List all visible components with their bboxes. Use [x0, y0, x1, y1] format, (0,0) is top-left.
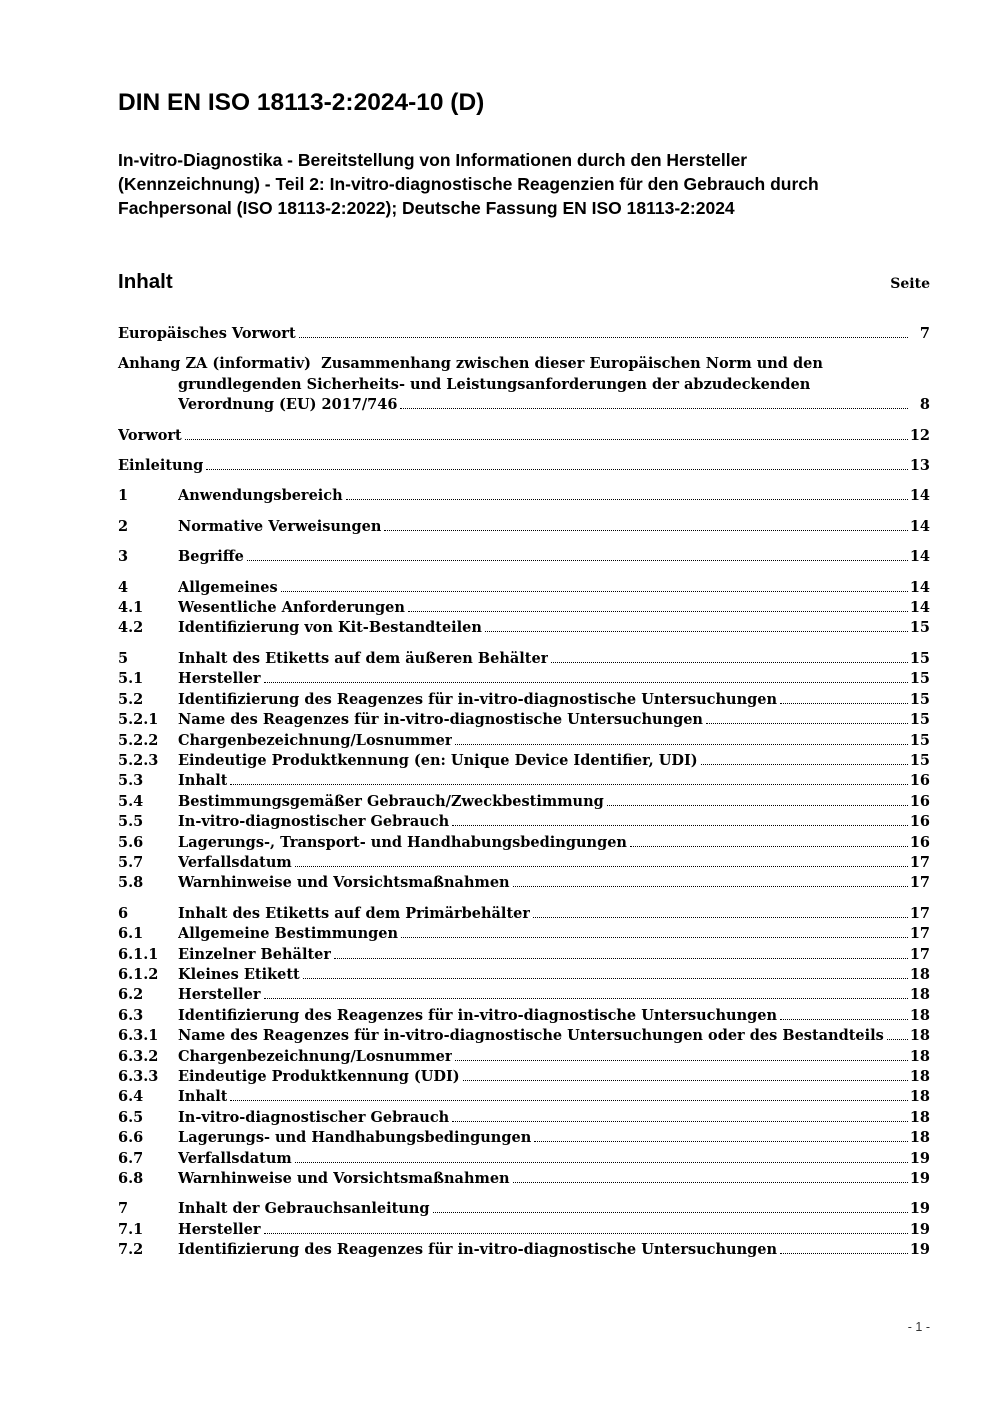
toc-entry-title: Chargenbezeichnung/Losnummer: [178, 1047, 453, 1065]
toc-entry-page: 18: [909, 1129, 930, 1147]
toc-leader-dots: [264, 998, 908, 999]
toc-entry-line: [118, 517, 930, 537]
toc-leader-dots: [230, 784, 907, 785]
toc-entry-title: Inhalt des Etiketts auf dem Primärbehälter: [178, 904, 531, 922]
toc-entry-title: Vorwort: [118, 426, 182, 444]
toc-entry-page: 7: [919, 325, 930, 342]
toc-entry-title: Hersteller: [178, 670, 261, 688]
toc-leader-dots: [303, 978, 908, 979]
doc-title: [118, 148, 930, 220]
toc-entry-page: 18: [909, 1088, 930, 1106]
toc-entry: [118, 649, 930, 669]
toc-entry-page: 14: [909, 517, 930, 535]
toc-entry: [118, 669, 930, 689]
toc-entry-page: 13: [909, 457, 930, 475]
toc-entry-page: 17: [909, 853, 930, 871]
toc-entry: [118, 456, 930, 476]
toc-list: [118, 324, 930, 1261]
toc-entry-line: [118, 690, 930, 710]
toc-entry-page: 19: [909, 1241, 930, 1259]
toc-entry-page: 12: [909, 426, 930, 444]
toc-entry-title: In-vitro-diagnostischer Gebrauch: [178, 813, 450, 831]
toc-entry-line: [118, 904, 930, 924]
toc-entry: [118, 1108, 930, 1128]
toc-leader-dots: [701, 764, 908, 765]
toc-entry-line: [118, 1199, 930, 1219]
toc-entry-line: [118, 426, 930, 446]
toc-entry-title: Eindeutige Produktkennung (en: Unique Device Identifier, UDI): [178, 751, 698, 769]
toc-entry-page: 14: [909, 578, 930, 596]
toc-leader-dots: [384, 530, 907, 531]
toc-entry-number: 4.2: [118, 619, 144, 637]
toc-entry-number: 5.7: [118, 853, 144, 871]
toc-entry-title: Identifizierung des Reagenzes für in-vitro-diagnostische Untersuchungen: [178, 690, 778, 708]
toc-entry-line: [118, 710, 930, 730]
toc-entry-page: 18: [909, 1027, 930, 1045]
toc-entry-line: [118, 669, 930, 689]
toc-leader-dots: [247, 560, 908, 561]
toc-entry-title: Allgemeines: [178, 578, 278, 596]
toc-entry-line: [118, 833, 930, 853]
toc-entry: [118, 1047, 930, 1067]
toc-entry-number: 5.1: [118, 670, 144, 688]
toc-entry-title: Verordnung (EU) 2017/746: [178, 396, 398, 414]
toc-entry-number: 6.2: [118, 986, 144, 1004]
toc-leader-dots: [485, 631, 908, 632]
toc-entry-number: 4.1: [118, 599, 144, 617]
toc-entry-line: [118, 751, 930, 771]
toc-entry-page: 17: [909, 904, 930, 922]
toc-leader-dots: [299, 337, 908, 338]
toc-leader-dots: [452, 825, 908, 826]
toc-entry-number: 6: [118, 904, 129, 922]
toc-entry-page: 19: [909, 1170, 930, 1188]
toc-entry: [118, 1240, 930, 1260]
toc-entry-page: 16: [909, 833, 930, 851]
toc-entry: [118, 812, 930, 832]
toc-entry: [118, 1006, 930, 1026]
toc-entry-line: [118, 924, 930, 944]
toc-entry-line: [118, 395, 930, 415]
toc-entry-number: 6.6: [118, 1129, 144, 1147]
toc-entry: [118, 792, 930, 812]
toc-entry: [118, 853, 930, 873]
toc-entry-number: 5.3: [118, 772, 144, 790]
toc-leader-dots: [780, 1019, 908, 1020]
toc-entry-title: Identifizierung von Kit-Bestandteilen: [178, 619, 482, 637]
toc-leader-dots: [607, 805, 908, 806]
toc-entry-title: Normative Verweisungen: [178, 517, 382, 535]
toc-entry-line: [118, 853, 930, 873]
doc-title-line: (Kennzeichnung) - Teil 2: In-vitro-diagnostische Reagenzien für den Gebrauch durch: [118, 174, 819, 194]
toc-entry-number: 1: [118, 487, 129, 505]
toc-leader-dots: [295, 866, 908, 867]
toc-entry: [118, 873, 930, 893]
toc-leader-dots: [206, 469, 908, 470]
toc-entry-number: 2: [118, 517, 129, 535]
toc-entry-title: In-vitro-diagnostischer Gebrauch: [178, 1108, 450, 1126]
toc-entry-page: 18: [909, 1047, 930, 1065]
toc-entry-title: Lagerungs- und Handhabungsbedingungen: [178, 1129, 532, 1147]
toc-entry-title: Inhalt: [178, 772, 228, 790]
toc-entry-page: 15: [909, 670, 930, 688]
toc-entry-title: Einleitung: [118, 457, 204, 475]
toc-entry-page: 17: [909, 945, 930, 963]
toc-entry-line: [118, 1149, 930, 1169]
toc-entry-line: [118, 1240, 930, 1260]
toc-entry-line: [118, 456, 930, 476]
toc-leader-dots: [630, 846, 908, 847]
toc-entry-number: 5.4: [118, 792, 144, 810]
toc-entry: [118, 1026, 930, 1046]
toc-entry-line: [118, 1108, 930, 1128]
toc-entry-number: 5: [118, 649, 129, 667]
toc-entry-page: 17: [909, 874, 930, 892]
toc-entry-number: 6.1: [118, 925, 144, 943]
toc-leader-dots: [433, 1212, 908, 1213]
toc-leader-dots: [452, 1121, 908, 1122]
toc-entry: [118, 731, 930, 751]
toc-entry: [118, 1067, 930, 1087]
toc-entry-title: Wesentliche Anforderungen: [178, 599, 405, 617]
toc-entry-title: Europäisches Vorwort: [118, 325, 296, 342]
toc-leader-dots: [706, 723, 908, 724]
toc-entry-number: 6.1.1: [118, 945, 159, 963]
toc-entry-number: 4: [118, 578, 129, 596]
toc-entry: [118, 1149, 930, 1169]
toc-entry-number: 6.7: [118, 1149, 144, 1167]
toc-entry: [118, 985, 930, 1005]
toc-leader-dots: [230, 1100, 907, 1101]
toc-entry-page: 18: [909, 1006, 930, 1024]
toc-leader-dots: [534, 1141, 908, 1142]
toc-entry-number: 5.8: [118, 874, 144, 892]
toc-entry-page: 18: [909, 965, 930, 983]
toc-entry-title: Identifizierung des Reagenzes für in-vitro-diagnostische Untersuchungen: [178, 1241, 778, 1259]
toc-entry-line: [118, 324, 930, 344]
toc-leader-dots: [401, 937, 908, 938]
toc-entry-line: [118, 812, 930, 832]
toc-entry-line: [118, 618, 930, 638]
toc-entry-title: Hersteller: [178, 986, 261, 1004]
toc-heading: Inhalt: [118, 270, 173, 293]
toc-entry: [118, 1087, 930, 1107]
toc-entry-page: 16: [909, 792, 930, 810]
toc-entry-line: [118, 1128, 930, 1148]
toc-entry-title: Allgemeine Bestimmungen: [178, 925, 399, 943]
toc-entry: [118, 426, 930, 446]
toc-entry: [118, 1199, 930, 1219]
toc-entry-title: Warnhinweise und Vorsichtsmaßnahmen: [178, 1170, 510, 1188]
toc-leader-dots: [887, 1039, 908, 1040]
toc-entry-number: 6.3.2: [118, 1047, 159, 1065]
toc-entry-line: [118, 1067, 930, 1087]
toc-entry-page: 15: [909, 649, 930, 667]
toc-entry: [118, 598, 930, 618]
toc-leader-dots: [455, 1060, 907, 1061]
toc-entry-title: Inhalt des Etiketts auf dem äußeren Behälter: [178, 649, 549, 667]
toc-leader-dots: [346, 499, 908, 500]
toc-entry-title: Lagerungs-, Transport- und Handhabungsbedingungen: [178, 833, 627, 851]
toc-entry-page: 15: [909, 731, 930, 749]
toc-leader-dots: [264, 682, 908, 683]
toc-entry-line: [118, 945, 930, 965]
toc-entry-title: Hersteller: [178, 1220, 261, 1238]
toc-entry-title: Anwendungsbereich: [178, 487, 343, 505]
toc-leader-dots: [551, 662, 907, 663]
toc-entry-page: 19: [909, 1200, 930, 1218]
toc-entry-line: [118, 873, 930, 893]
toc-entry-page: 18: [909, 1068, 930, 1085]
toc-entry: [118, 578, 930, 598]
toc-leader-dots: [408, 611, 908, 612]
toc-entry-text: grundlegenden Sicherheits- und Leistungsanforderungen der abzudeckenden: [178, 375, 811, 393]
toc-entry: [118, 945, 930, 965]
toc-entry-title: Verfallsdatum: [178, 853, 292, 871]
toc-entry-page: 18: [909, 986, 930, 1004]
toc-entry-line: [118, 771, 930, 791]
toc-entry: [118, 1128, 930, 1148]
toc-entry-line: [118, 792, 930, 812]
toc-leader-dots: [295, 1162, 908, 1163]
toc-entry-line: [118, 965, 930, 985]
toc-entry-number: 6.3.3: [118, 1068, 159, 1085]
toc-entry-number: 6.5: [118, 1108, 144, 1126]
toc-entry-title: Warnhinweise und Vorsichtsmaßnahmen: [178, 874, 510, 892]
toc-entry-page: 18: [909, 1108, 930, 1126]
toc-entry-number: 6.3.1: [118, 1027, 159, 1045]
toc-leader-dots: [513, 886, 908, 887]
toc-leader-dots: [400, 408, 908, 409]
toc-entry-title: Inhalt: [178, 1088, 228, 1106]
toc-entry-line: [118, 985, 930, 1005]
toc-entry-line: [118, 547, 930, 567]
toc-entry-page: 14: [909, 548, 930, 566]
toc-entry-page: 15: [909, 751, 930, 769]
toc-entry-number: 6.8: [118, 1170, 144, 1188]
toc-entry-title: Verfallsdatum: [178, 1149, 292, 1167]
toc-page-column-label: Seite: [890, 276, 930, 292]
toc-leader-dots: [780, 1253, 908, 1254]
toc-entry-title: Name des Reagenzes für in-vitro-diagnostische Untersuchungen oder des Bestandteils: [178, 1027, 884, 1045]
toc-entry-line: [118, 1006, 930, 1026]
toc-entry: [118, 690, 930, 710]
toc-entry-line: [118, 1220, 930, 1240]
toc-entry-title: Kleines Etikett: [178, 965, 300, 983]
toc-entry-number: 5.2.2: [118, 731, 159, 749]
toc-entry-page: 14: [909, 487, 930, 505]
toc-entry: [118, 547, 930, 567]
toc-entry-line: [118, 1026, 930, 1046]
toc-entry: [118, 965, 930, 985]
toc-entry-number: 3: [118, 548, 129, 566]
toc-entry-title: Begriffe: [178, 548, 244, 566]
toc-entry-page: 14: [909, 599, 930, 617]
doc-title-line: In-vitro-Diagnostika - Bereitstellung von Informationen durch den Hersteller: [118, 150, 748, 170]
toc-entry-number: 6.3: [118, 1006, 144, 1024]
toc-entry-page: 15: [909, 619, 930, 637]
toc-entry: [118, 324, 930, 344]
toc-leader-dots: [513, 1182, 908, 1183]
toc-entry-number: 7.1: [118, 1220, 144, 1238]
toc-entry-page: 16: [909, 772, 930, 790]
toc-entry-page: 8: [919, 396, 930, 414]
toc-entry: [118, 486, 930, 506]
toc-entry: [118, 354, 930, 415]
toc-entry: [118, 1169, 930, 1189]
toc-entry-page: 15: [909, 690, 930, 708]
toc-entry-number: 5.2: [118, 690, 144, 708]
toc-entry-line: [118, 1169, 930, 1189]
toc-entry-title: Bestimmungsgemäßer Gebrauch/Zweckbestimmung: [178, 792, 604, 810]
toc-entry-title: Eindeutige Produktkennung (UDI): [178, 1068, 460, 1085]
toc-entry-number: 6.4: [118, 1088, 144, 1106]
toc-entry-page: 19: [909, 1149, 930, 1167]
toc-entry-number: 7: [118, 1200, 129, 1218]
toc-leader-dots: [455, 744, 907, 745]
toc-leader-dots: [264, 1233, 908, 1234]
toc-entry: [118, 618, 930, 638]
toc-entry: [118, 771, 930, 791]
toc-entry: [118, 1220, 930, 1240]
toc-entry: [118, 710, 930, 730]
toc-leader-dots: [281, 591, 908, 592]
toc-entry: [118, 904, 930, 924]
toc-leader-dots: [463, 1080, 908, 1081]
toc-entry-number: 7.2: [118, 1241, 144, 1259]
toc-leader-dots: [533, 917, 908, 918]
doc-id: DIN EN ISO 18113-2:2024-10 (D): [118, 89, 485, 116]
toc-entry-title: Name des Reagenzes für in-vitro-diagnostische Untersuchungen: [178, 711, 703, 729]
toc-entry-page: 19: [909, 1220, 930, 1238]
doc-title-line: Fachpersonal (ISO 18113-2:2022); Deutsche Fassung EN ISO 18113-2:2024: [118, 198, 735, 218]
toc-entry-number: 5.2.3: [118, 751, 159, 769]
toc-entry: [118, 833, 930, 853]
toc-entry-page: 16: [909, 813, 930, 831]
toc-entry-number: 5.2.1: [118, 711, 159, 729]
page-number: - 1 -: [907, 1320, 930, 1334]
toc-entry-line: [118, 1047, 930, 1067]
toc-entry-number: 6.1.2: [118, 965, 159, 983]
toc-entry-line: [118, 731, 930, 751]
toc-leader-dots: [334, 958, 908, 959]
toc-leader-dots: [780, 703, 908, 704]
toc-entry-line: [118, 598, 930, 618]
toc-entry: [118, 924, 930, 944]
toc-entry: [118, 751, 930, 771]
toc-entry-title: Identifizierung des Reagenzes für in-vitro-diagnostische Untersuchungen: [178, 1006, 778, 1024]
toc-leader-dots: [185, 439, 908, 440]
toc-entry-line: [118, 1087, 930, 1107]
toc-entry-number: 5.6: [118, 833, 144, 851]
toc-header: [118, 270, 930, 294]
toc-entry-text: Anhang ZA (informativ) Zusammenhang zwischen dieser Europäischen Norm und den: [118, 355, 823, 373]
toc-entry-line: [118, 578, 930, 598]
toc-entry-line: [118, 486, 930, 506]
toc-entry-page: 17: [909, 925, 930, 943]
toc-entry: [118, 517, 930, 537]
toc-entry-line: [118, 649, 930, 669]
toc-entry-page: 15: [909, 711, 930, 729]
toc-entry-number: 5.5: [118, 813, 144, 831]
toc-entry-title: Einzelner Behälter: [178, 945, 332, 963]
toc-entry-title: Chargenbezeichnung/Losnummer: [178, 731, 453, 749]
toc-entry-title: Inhalt der Gebrauchsanleitung: [178, 1200, 430, 1218]
